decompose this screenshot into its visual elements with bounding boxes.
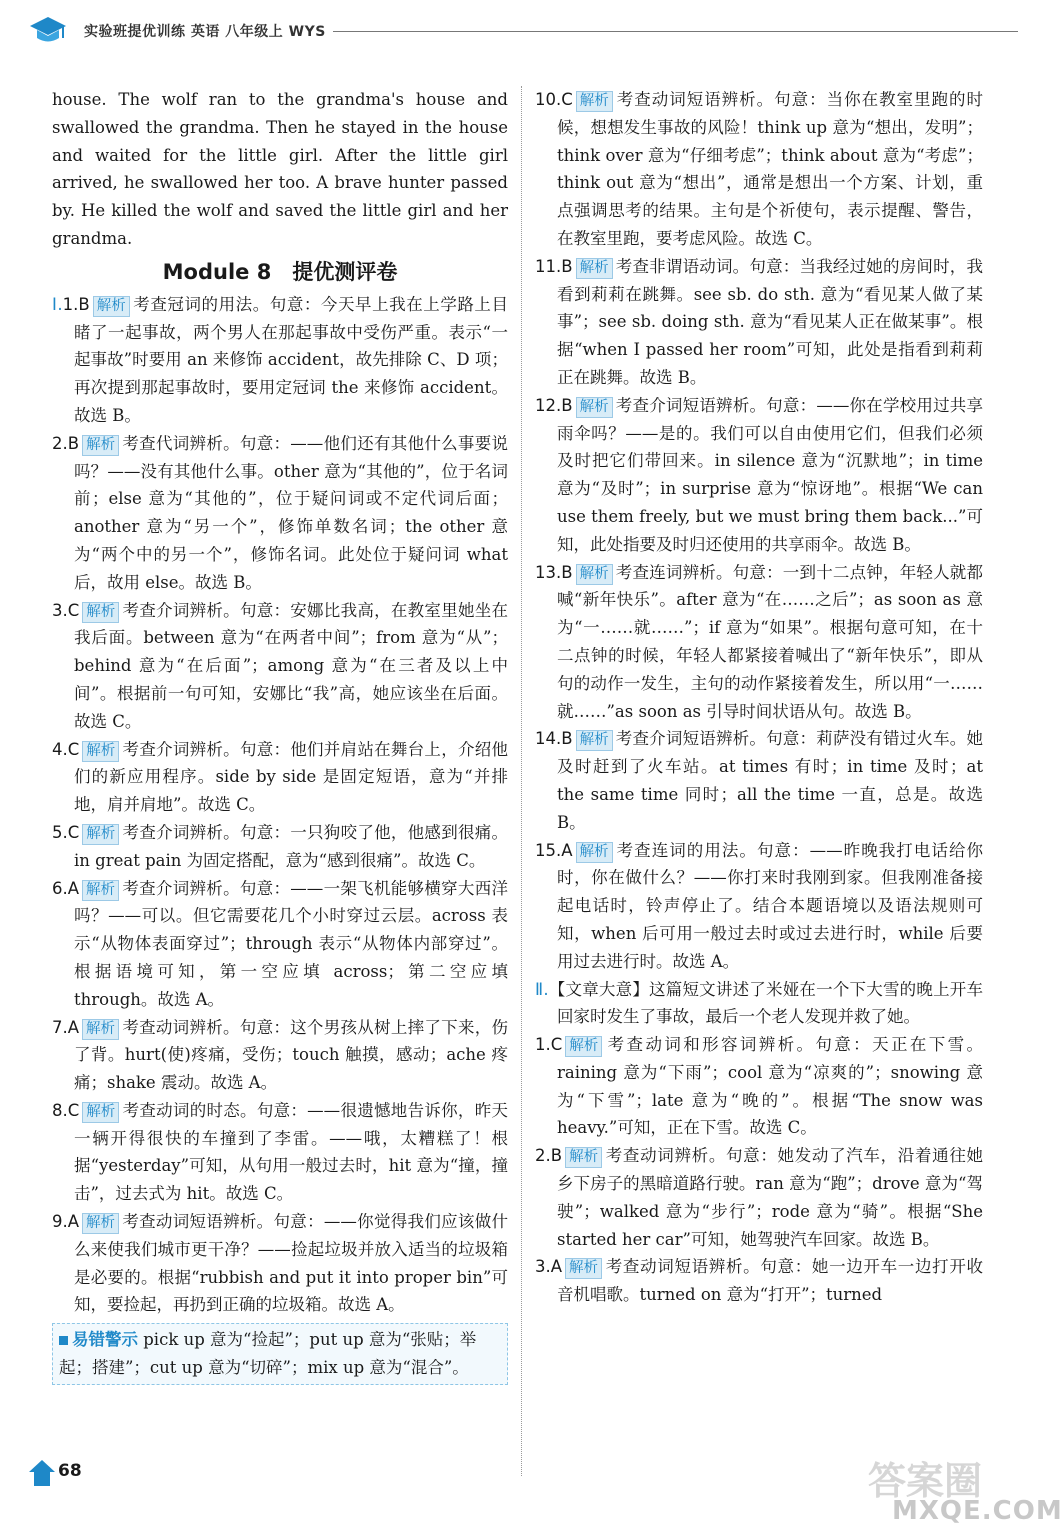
analysis-tag: 解析 bbox=[93, 296, 130, 317]
analysis-tag: 解析 bbox=[82, 435, 119, 456]
section-label: Ⅰ. bbox=[52, 294, 63, 314]
item-answer: B bbox=[67, 433, 80, 453]
item-number: 7. bbox=[52, 1017, 68, 1037]
square-bullet-icon bbox=[59, 1336, 68, 1345]
item-explanation: 考查介词短语辨析。句意：——你在学校用过共享雨伞吗？——是的。我们可以自由使用它们，但我们必须及时把它们带回来。in silence 意为“沉默地”；in time 意为“及时”；in surprise 意为“惊讶地”。根据“We can use them freely, but we must bring them back...”可知，此处指要及时归还使用的共享雨伞。故选 B。 bbox=[557, 395, 983, 554]
answer-item bbox=[535, 837, 983, 976]
answer-item bbox=[535, 253, 983, 392]
analysis-tag: 解析 bbox=[576, 91, 613, 112]
item-number: 2. bbox=[52, 433, 68, 453]
item-number: 13. bbox=[535, 562, 562, 582]
answer-item bbox=[52, 597, 508, 736]
item-explanation: 考查介词辨析。句意：一只狗咬了他，他感到很痛。in great pain 为固定搭配，意为“感到很痛”。故选 C。 bbox=[74, 822, 508, 870]
item-number: 1. bbox=[62, 294, 79, 314]
answer-item bbox=[52, 819, 508, 875]
item-answer: B bbox=[561, 562, 573, 582]
item-explanation: 考查介词辨析。句意：他们并肩站在舞台上，介绍他们的新应用程序。side by side 是固定短语，意为“并排地，肩并肩地”。故选 C。 bbox=[74, 739, 508, 815]
answer-item bbox=[535, 1031, 983, 1142]
item-answer: C bbox=[561, 90, 573, 109]
answer-item bbox=[52, 736, 508, 819]
analysis-tag: 解析 bbox=[82, 1102, 119, 1123]
analysis-tag: 解析 bbox=[576, 842, 613, 863]
answer-list-3 bbox=[535, 1031, 983, 1309]
section2-label: Ⅱ. bbox=[535, 979, 549, 999]
item-number: 1. bbox=[535, 1035, 551, 1055]
item-explanation: 考查动词和形容词辨析。句意：天正在下雪。raining 意为“下雨”；cool 意为“凉爽的”；snowing 意为“下雪”；late 意为“晚的”。根据“The snow was heavy.”可知，正在下雪。故选 C。 bbox=[557, 1035, 983, 1138]
answer-item bbox=[535, 1142, 983, 1253]
item-explanation: 考查动词短语辨析。句意：——你觉得我们应该做什么来使我们城市更干净？——捡起垃圾并放入适当的垃圾箱是必要的。根据“rubbish and put it into proper bin”可知，要捡起，再扔到正确的垃圾箱。故选 A。 bbox=[74, 1212, 508, 1315]
column-divider bbox=[521, 86, 522, 1476]
item-number: 14. bbox=[535, 729, 562, 749]
answer-item bbox=[52, 430, 508, 597]
item-explanation: 考查介词辨析。句意：——一架飞机能够横穿大西洋吗？——可以。但它需要花几个小时穿过云层。across 表示“从物体表面穿过”；through 表示“从物体内部穿过”。根据语境可知，第一空应填 across；第二空应填 through。故选 A。 bbox=[74, 878, 508, 1009]
item-explanation: 考查非谓语动词。句意：当我经过她的房间时，我看到莉莉在跳舞。see sb. do sth. 意为“看见某人做了某事”；see sb. doing sth. 意为“看见某人正在做某事”。根据“when I passed her room”可知，此处是指看到莉莉正在跳舞。故选 B。 bbox=[557, 256, 983, 387]
item-answer: B bbox=[561, 395, 573, 415]
item-answer: B bbox=[550, 1146, 563, 1166]
section2-intro-label: 【文章大意】 bbox=[548, 979, 650, 999]
page-header bbox=[28, 12, 1018, 52]
item-number: 6. bbox=[52, 878, 68, 898]
answer-item bbox=[535, 392, 983, 559]
item-explanation: 考查动词辨析。句意：这个男孩从树上摔了下来，伤了背。hurt(使)疼痛，受伤；touch 触摸，感动；ache 疼痛；shake 震动。故选 A。 bbox=[74, 1017, 508, 1093]
answer-item bbox=[52, 1208, 508, 1319]
item-explanation: 考查动词的时态。句意：——很遗憾地告诉你，昨天一辆开得很快的车撞到了李雷。——哦，太糟糕了！根据“yesterday”可知，从句用一般过去时，hit 意为“撞，撞击”，过去式为 hit。故选 C。 bbox=[74, 1100, 508, 1204]
analysis-tag: 解析 bbox=[565, 1147, 602, 1168]
item-number: 3. bbox=[52, 600, 68, 620]
item-number: 11. bbox=[535, 256, 562, 276]
analysis-tag: 解析 bbox=[576, 258, 613, 279]
item-explanation: 考查介词辨析。句意：安娜比我高，在教室里她坐在我后面。between 意为“在两者中间”；from 意为“从”；behind 意为“在后面”；among 意为“在三者及以上中间”。根据前一句可知，安娜比“我”高，她应该坐在后面。故选 C。 bbox=[74, 600, 508, 731]
item-answer: C bbox=[67, 739, 80, 759]
warning-box bbox=[52, 1323, 508, 1385]
item-number: 3. bbox=[535, 1257, 551, 1277]
item-number: 15. bbox=[535, 840, 562, 860]
item-answer: B bbox=[78, 294, 90, 314]
item-explanation: 考查动词短语辨析。句意：当你在教室里跑的时候，想想发生事故的风险！think up 意为“想出，发明”；think over 意为“仔细考虑”；think about 意为“考虑”；think out 意为“想出”，通常是想出一个方案、计划，重点强调思考的结果。主句是个祈使句，表示提醒、警告，在教室里跑，要考虑风险。故选 C。 bbox=[557, 90, 983, 248]
item-number: 4. bbox=[52, 739, 68, 759]
analysis-tag: 解析 bbox=[565, 1258, 602, 1279]
item-explanation: 考查连词的用法。句意：——昨晚我打电话给你时，你在做什么？——你打来时我刚到家。但我刚准备接起电话时，铃声停止了。结合本题语境以及语法规则可知，when 后可用一般过去时或过去进行时，while 后要用过去进行时。故选 A。 bbox=[557, 840, 983, 971]
answer-item bbox=[52, 1014, 508, 1097]
answer-item bbox=[52, 875, 508, 1014]
analysis-tag: 解析 bbox=[82, 880, 119, 901]
graduation-cap-icon bbox=[28, 14, 68, 48]
analysis-tag: 解析 bbox=[82, 741, 119, 762]
item-number: 10. bbox=[535, 90, 562, 109]
answer-item bbox=[535, 725, 983, 836]
story-text: house. The wolf ran to the grandma's house and swallowed the grandma. Then he stayed in the house and waited for the little girl. After the little girl arrived, he swallowed her too. A brave hunter passed by. He killed the wolf and saved the little girl and her grandma. bbox=[52, 90, 508, 248]
answer-item bbox=[52, 291, 508, 430]
item-number: 12. bbox=[535, 395, 562, 415]
warning-label: 易错警示 bbox=[72, 1330, 138, 1350]
item-explanation: 考查动词辨析。句意：她发动了汽车，沿着通往她乡下房子的黑暗道路行驶。ran 意为“跑”；drove 意为“驾驶”；walked 意为“步行”；rode 意为“骑”。根据“She started her car”可知，她驾驶汽车回家。故选 B。 bbox=[557, 1146, 983, 1249]
item-answer: A bbox=[67, 878, 80, 898]
item-number: 8. bbox=[52, 1100, 68, 1120]
item-answer: A bbox=[550, 1257, 563, 1277]
left-column bbox=[52, 86, 508, 1385]
answer-item bbox=[535, 1253, 983, 1309]
section2-intro bbox=[535, 976, 983, 1032]
page-number-badge bbox=[28, 1458, 88, 1498]
item-explanation: 考查动词短语辨析。句意：她一边开车一边打开收音机唱歌。turned on 意为“打开”；turned bbox=[557, 1257, 983, 1305]
page-number: 68 bbox=[58, 1461, 82, 1481]
watermark bbox=[860, 1448, 1063, 1533]
item-number: 5. bbox=[52, 822, 68, 842]
item-answer: A bbox=[67, 1212, 80, 1232]
watermark-cn: 答案圈 bbox=[868, 1459, 983, 1503]
item-explanation: 考查代词辨析。句意：——他们还有其他什么事要说吗？——没有其他什么事。other 意为“其他的”，位于名词前；else 意为“其他的”，位于疑问词或不定代词后面；another 意为“另一个”，修饰单数名词；the other 意为“两个中的另一个”，修饰名词。此处位于疑问词 what 后，故用 else。故选 B。 bbox=[74, 433, 508, 592]
item-answer: C bbox=[67, 822, 80, 842]
item-explanation: 考查冠词的用法。句意：今天早上我在上学路上目睹了一起事故，两个男人在那起事故中受伤严重。表示“一起事故”时要用 an 来修饰 accident，故先排除 C、D 项；再次提到那起事故时，要用定冠词 the 来修饰 accident。故选 B。 bbox=[74, 294, 508, 425]
item-number: 2. bbox=[535, 1146, 551, 1166]
answer-item bbox=[535, 86, 983, 253]
item-answer: A bbox=[67, 1017, 80, 1037]
book-title: 实验班提优训练 英语 八年级上 WYS bbox=[84, 24, 326, 40]
section2-intro-text: 这篇短文讲述了米娅在一个下大雪的晚上开车回家时发生了事故，最后一个老人发现并救了她。 bbox=[557, 979, 984, 1027]
analysis-tag: 解析 bbox=[565, 1036, 602, 1057]
item-number: 9. bbox=[52, 1212, 68, 1232]
right-column bbox=[535, 86, 983, 1309]
answer-list-2 bbox=[535, 86, 983, 976]
analysis-tag: 解析 bbox=[82, 1019, 119, 1040]
analysis-tag: 解析 bbox=[576, 397, 613, 418]
analysis-tag: 解析 bbox=[82, 824, 119, 845]
header-rule bbox=[333, 31, 1018, 32]
answer-item bbox=[52, 1097, 508, 1208]
analysis-tag: 解析 bbox=[576, 564, 613, 585]
answer-item bbox=[535, 559, 983, 726]
item-explanation: 考查连词辨析。句意：一到十二点钟，年轻人就都喊“新年快乐”。after 意为“在……之后”；as soon as 意为“一……就……”；if 意为“如果”。根据句意可知，在十二点钟的时候，年轻人都紧接着喊出了“新年快乐”，即从句的动作一发生，主句的动作紧接着发生，所以用“一……就……”as soon as 引导时间状语从句。故选 B。 bbox=[557, 562, 983, 721]
warning-text: pick up 意为“捡起”；put up 意为“张贴；举起；搭建”；cut up 意为“切碎”；mix up 意为“混合”。 bbox=[59, 1330, 477, 1378]
item-answer: B bbox=[561, 729, 573, 749]
item-explanation: 考查介词短语辨析。句意：莉萨没有错过火车。她及时赶到了火车站。at times 有时；in time 及时；at the same time 同时；all the time 一直，总是。故选 B。 bbox=[557, 729, 983, 832]
watermark-text: MXQE.COM bbox=[892, 1496, 1063, 1526]
analysis-tag: 解析 bbox=[82, 602, 119, 623]
module-title: Module 8 提优测评卷 bbox=[162, 259, 398, 284]
item-answer: B bbox=[561, 256, 573, 276]
answer-list-1 bbox=[52, 291, 508, 1319]
item-answer: C bbox=[67, 1100, 80, 1120]
analysis-tag: 解析 bbox=[82, 1213, 119, 1234]
item-answer: C bbox=[67, 600, 80, 620]
analysis-tag: 解析 bbox=[576, 730, 613, 751]
house-badge-icon bbox=[28, 1458, 56, 1488]
item-answer: C bbox=[550, 1035, 563, 1055]
item-answer: A bbox=[561, 840, 573, 860]
